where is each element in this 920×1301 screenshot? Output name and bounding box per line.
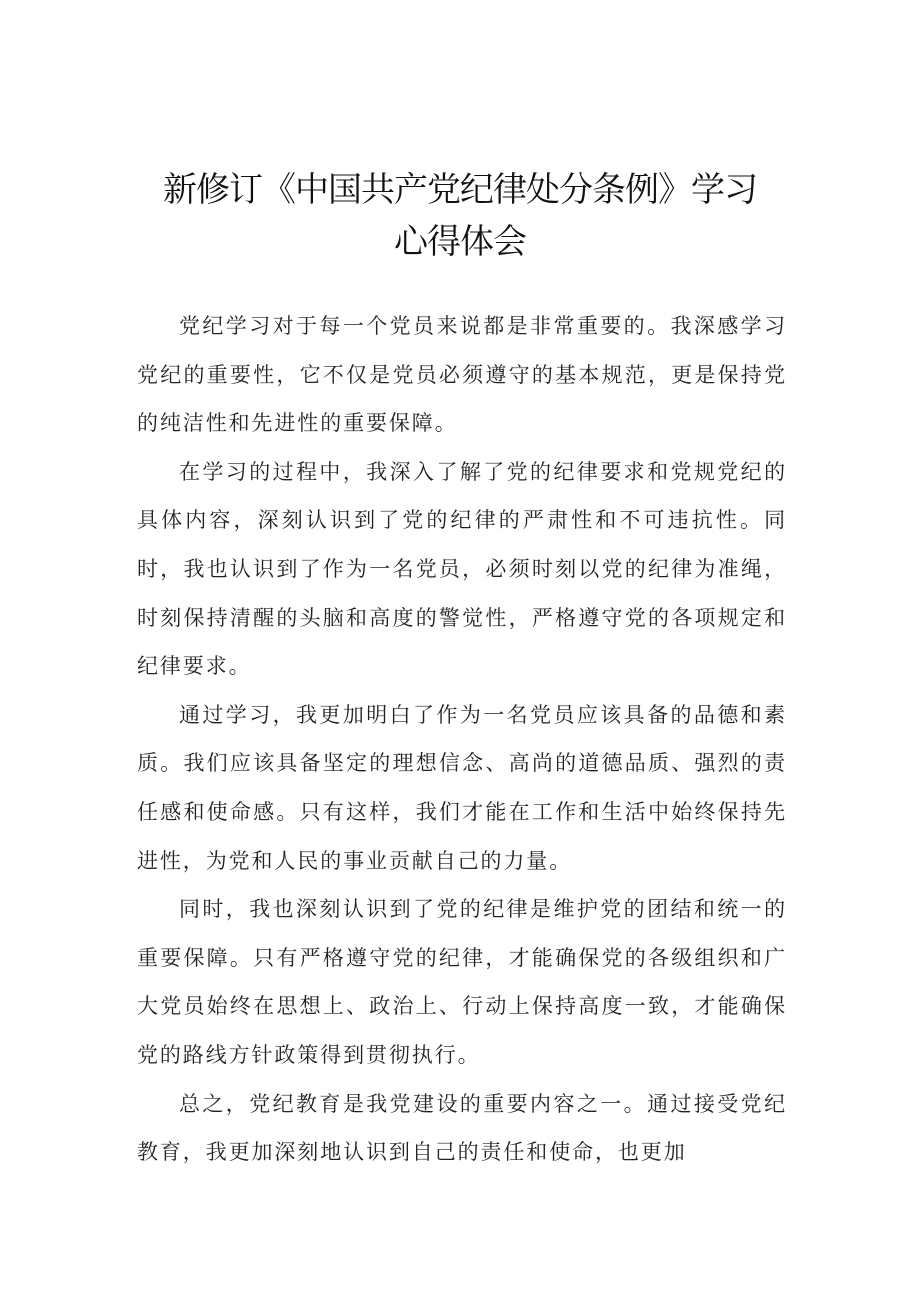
document-title-line-1: 新修订《中国共产党纪律处分条例》学习	[163, 170, 757, 210]
body-paragraph-4: 同时，我也深刻认识到了党的纪律是维护党的团结和统一的重要保障。只有严格遵守党的纪律，才能确保党的各级组织和广大党员始终在思想上、政治上、行动上保持高度一致，才能确保党的路线方针政策得到贯彻执行。	[137, 897, 787, 1067]
body-paragraph-3: 通过学习，我更加明白了作为一名党员应该具备的品德和素质。我们应该具备坚定的理想信念、高尚的道德品质、强烈的责任感和使命感。只有这样，我们才能在工作和生活中始终保持先进性，为党和人民的事业贡献自己的力量。	[137, 702, 787, 873]
document-body	[137, 302, 787, 1177]
body-paragraph-2: 在学习的过程中，我深入了解了党的纪律要求和党规党纪的具体内容，深刻认识到了党的纪律的严肃性和不可违抗性。同时，我也认识到了作为一名党员，必须时刻以党的纪律为准绳，时刻保持清醒的头脑和高度的警觉性，严格遵守党的各项规定和纪律要求。	[137, 459, 787, 679]
document-title-line-2: 心得体会	[394, 222, 526, 262]
body-paragraph-1: 党纪学习对于每一个党员来说都是非常重要的。我深感学习党纪的重要性，它不仅是党员必须遵守的基本规范，更是保持党的纯洁性和先进性的重要保障。	[137, 314, 787, 436]
body-paragraph-5: 总之，党纪教育是我党建设的重要内容之一。通过接受党纪教育，我更加深刻地认识到自己的责任和使命，也更加	[137, 1091, 787, 1165]
